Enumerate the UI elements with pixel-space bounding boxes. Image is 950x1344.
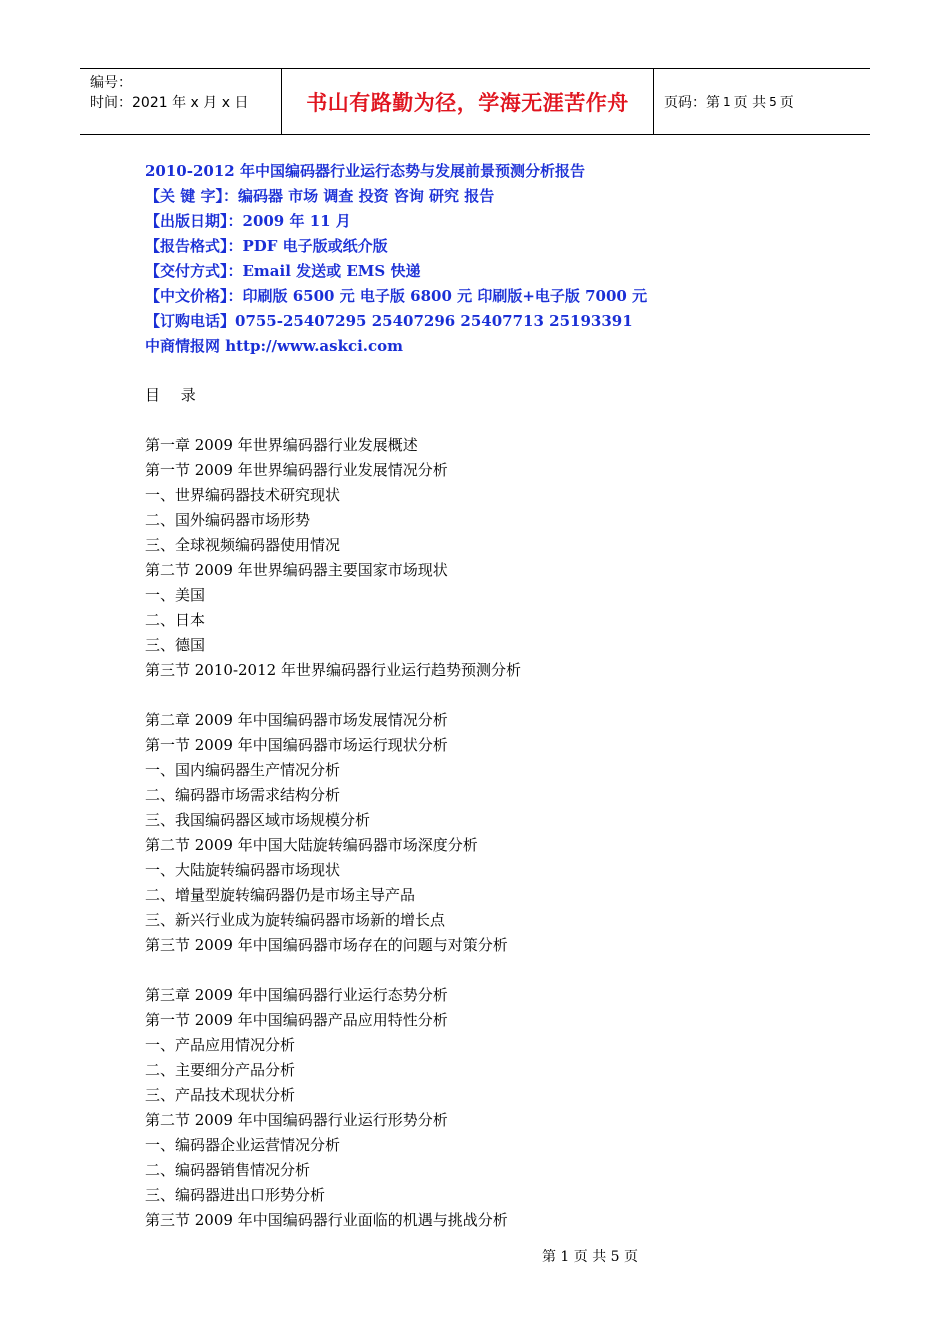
page-suffix: 页 [779, 94, 794, 111]
toc-line: 三、全球视频编码器使用情况 [145, 536, 341, 554]
page-header [80, 68, 870, 135]
toc-line: 第三节 2010-2012 年世界编码器行业运行趋势预测分析 [145, 661, 521, 679]
toc-line: 三、我国编码器区域市场规模分析 [145, 811, 371, 829]
toc-line: 第一节 2009 年中国编码器市场运行现状分析 [145, 736, 448, 754]
report-meta [145, 159, 865, 359]
toc-line: 第一节 2009 年中国编码器产品应用特性分析 [145, 1011, 448, 1029]
meta-price: 【中文价格】：印刷版 6500 元 电子版 6800 元 印刷版+电子版 7000 元 [145, 287, 648, 305]
number-label: 编号： [90, 75, 132, 91]
toc-line: 第二节 2009 年中国编码器行业运行形势分析 [145, 1111, 448, 1129]
page-current: 1 [723, 94, 731, 109]
toc-line: 二、增量型旋转编码器仍是市场主导产品 [145, 886, 416, 904]
toc-line: 一、产品应用情况分析 [145, 1036, 296, 1054]
toc-chapter-2 [145, 708, 865, 958]
meta-publish-date: 【出版日期】：2009 年 11 月 [145, 212, 351, 230]
toc-line: 第三节 2009 年中国编码器行业面临的机遇与挑战分析 [145, 1211, 508, 1229]
page-total: 5 [769, 94, 777, 109]
page-mid: 页 共 [733, 94, 767, 111]
toc-line: 第三章 2009 年中国编码器行业运行态势分析 [145, 986, 448, 1004]
header-info [80, 69, 282, 134]
report-title: 2010-2012 年中国编码器行业运行态势与发展前景预测分析报告 [145, 162, 585, 180]
toc-line: 二、日本 [145, 611, 206, 629]
toc-line: 第二节 2009 年世界编码器主要国家市场现状 [145, 561, 448, 579]
toc-line: 第二章 2009 年中国编码器市场发展情况分析 [145, 711, 448, 729]
toc-line: 第一章 2009 年世界编码器行业发展概述 [145, 436, 418, 454]
meta-website: 中商情报网 http://www.askci.com [145, 337, 404, 355]
document-body [145, 159, 865, 1233]
toc-line: 二、编码器市场需求结构分析 [145, 786, 341, 804]
meta-delivery: 【交付方式】：Email 发送或 EMS 快递 [145, 262, 421, 280]
toc-line: 一、编码器企业运营情况分析 [145, 1136, 341, 1154]
page-prefix: 页码：第 [664, 94, 720, 111]
toc-line: 第一节 2009 年世界编码器行业发展情况分析 [145, 461, 448, 479]
header-motto: 书山有路勤为径，学海无涯苦作舟 [282, 69, 654, 134]
meta-keywords: 【关 键 字】：编码器 市场 调查 投资 咨询 研究 报告 [145, 187, 495, 205]
toc-line: 二、主要细分产品分析 [145, 1061, 296, 1079]
toc-line: 一、国内编码器生产情况分析 [145, 761, 341, 779]
meta-format: 【报告格式】：PDF 电子版或纸介版 [145, 237, 388, 255]
toc-line: 二、国外编码器市场形势 [145, 511, 311, 529]
header-page-info [654, 69, 870, 134]
toc-chapter-3 [145, 983, 865, 1233]
toc-title: 目 录 [145, 386, 204, 404]
toc-line: 第三节 2009 年中国编码器市场存在的问题与对策分析 [145, 936, 508, 954]
toc-line: 三、新兴行业成为旋转编码器市场新的增长点 [145, 911, 446, 929]
page-footer: 第 1 页 共 5 页 [541, 1249, 639, 1265]
toc-line: 一、美国 [145, 586, 206, 604]
toc-line: 三、编码器进出口形势分析 [145, 1186, 326, 1204]
toc-line: 第二节 2009 年中国大陆旋转编码器市场深度分析 [145, 836, 478, 854]
toc-line: 三、产品技术现状分析 [145, 1086, 296, 1104]
time-label: 时间：2021 年 x 月 x 日 [90, 95, 249, 111]
toc-line: 一、世界编码器技术研究现状 [145, 486, 341, 504]
meta-phone: 【订购电话】0755-25407295 25407296 25407713 25193391 [145, 312, 633, 330]
toc-chapter-1 [145, 433, 865, 683]
toc-line: 二、编码器销售情况分析 [145, 1161, 311, 1179]
toc-line: 一、大陆旋转编码器市场现状 [145, 861, 341, 879]
toc-line: 三、德国 [145, 636, 206, 654]
